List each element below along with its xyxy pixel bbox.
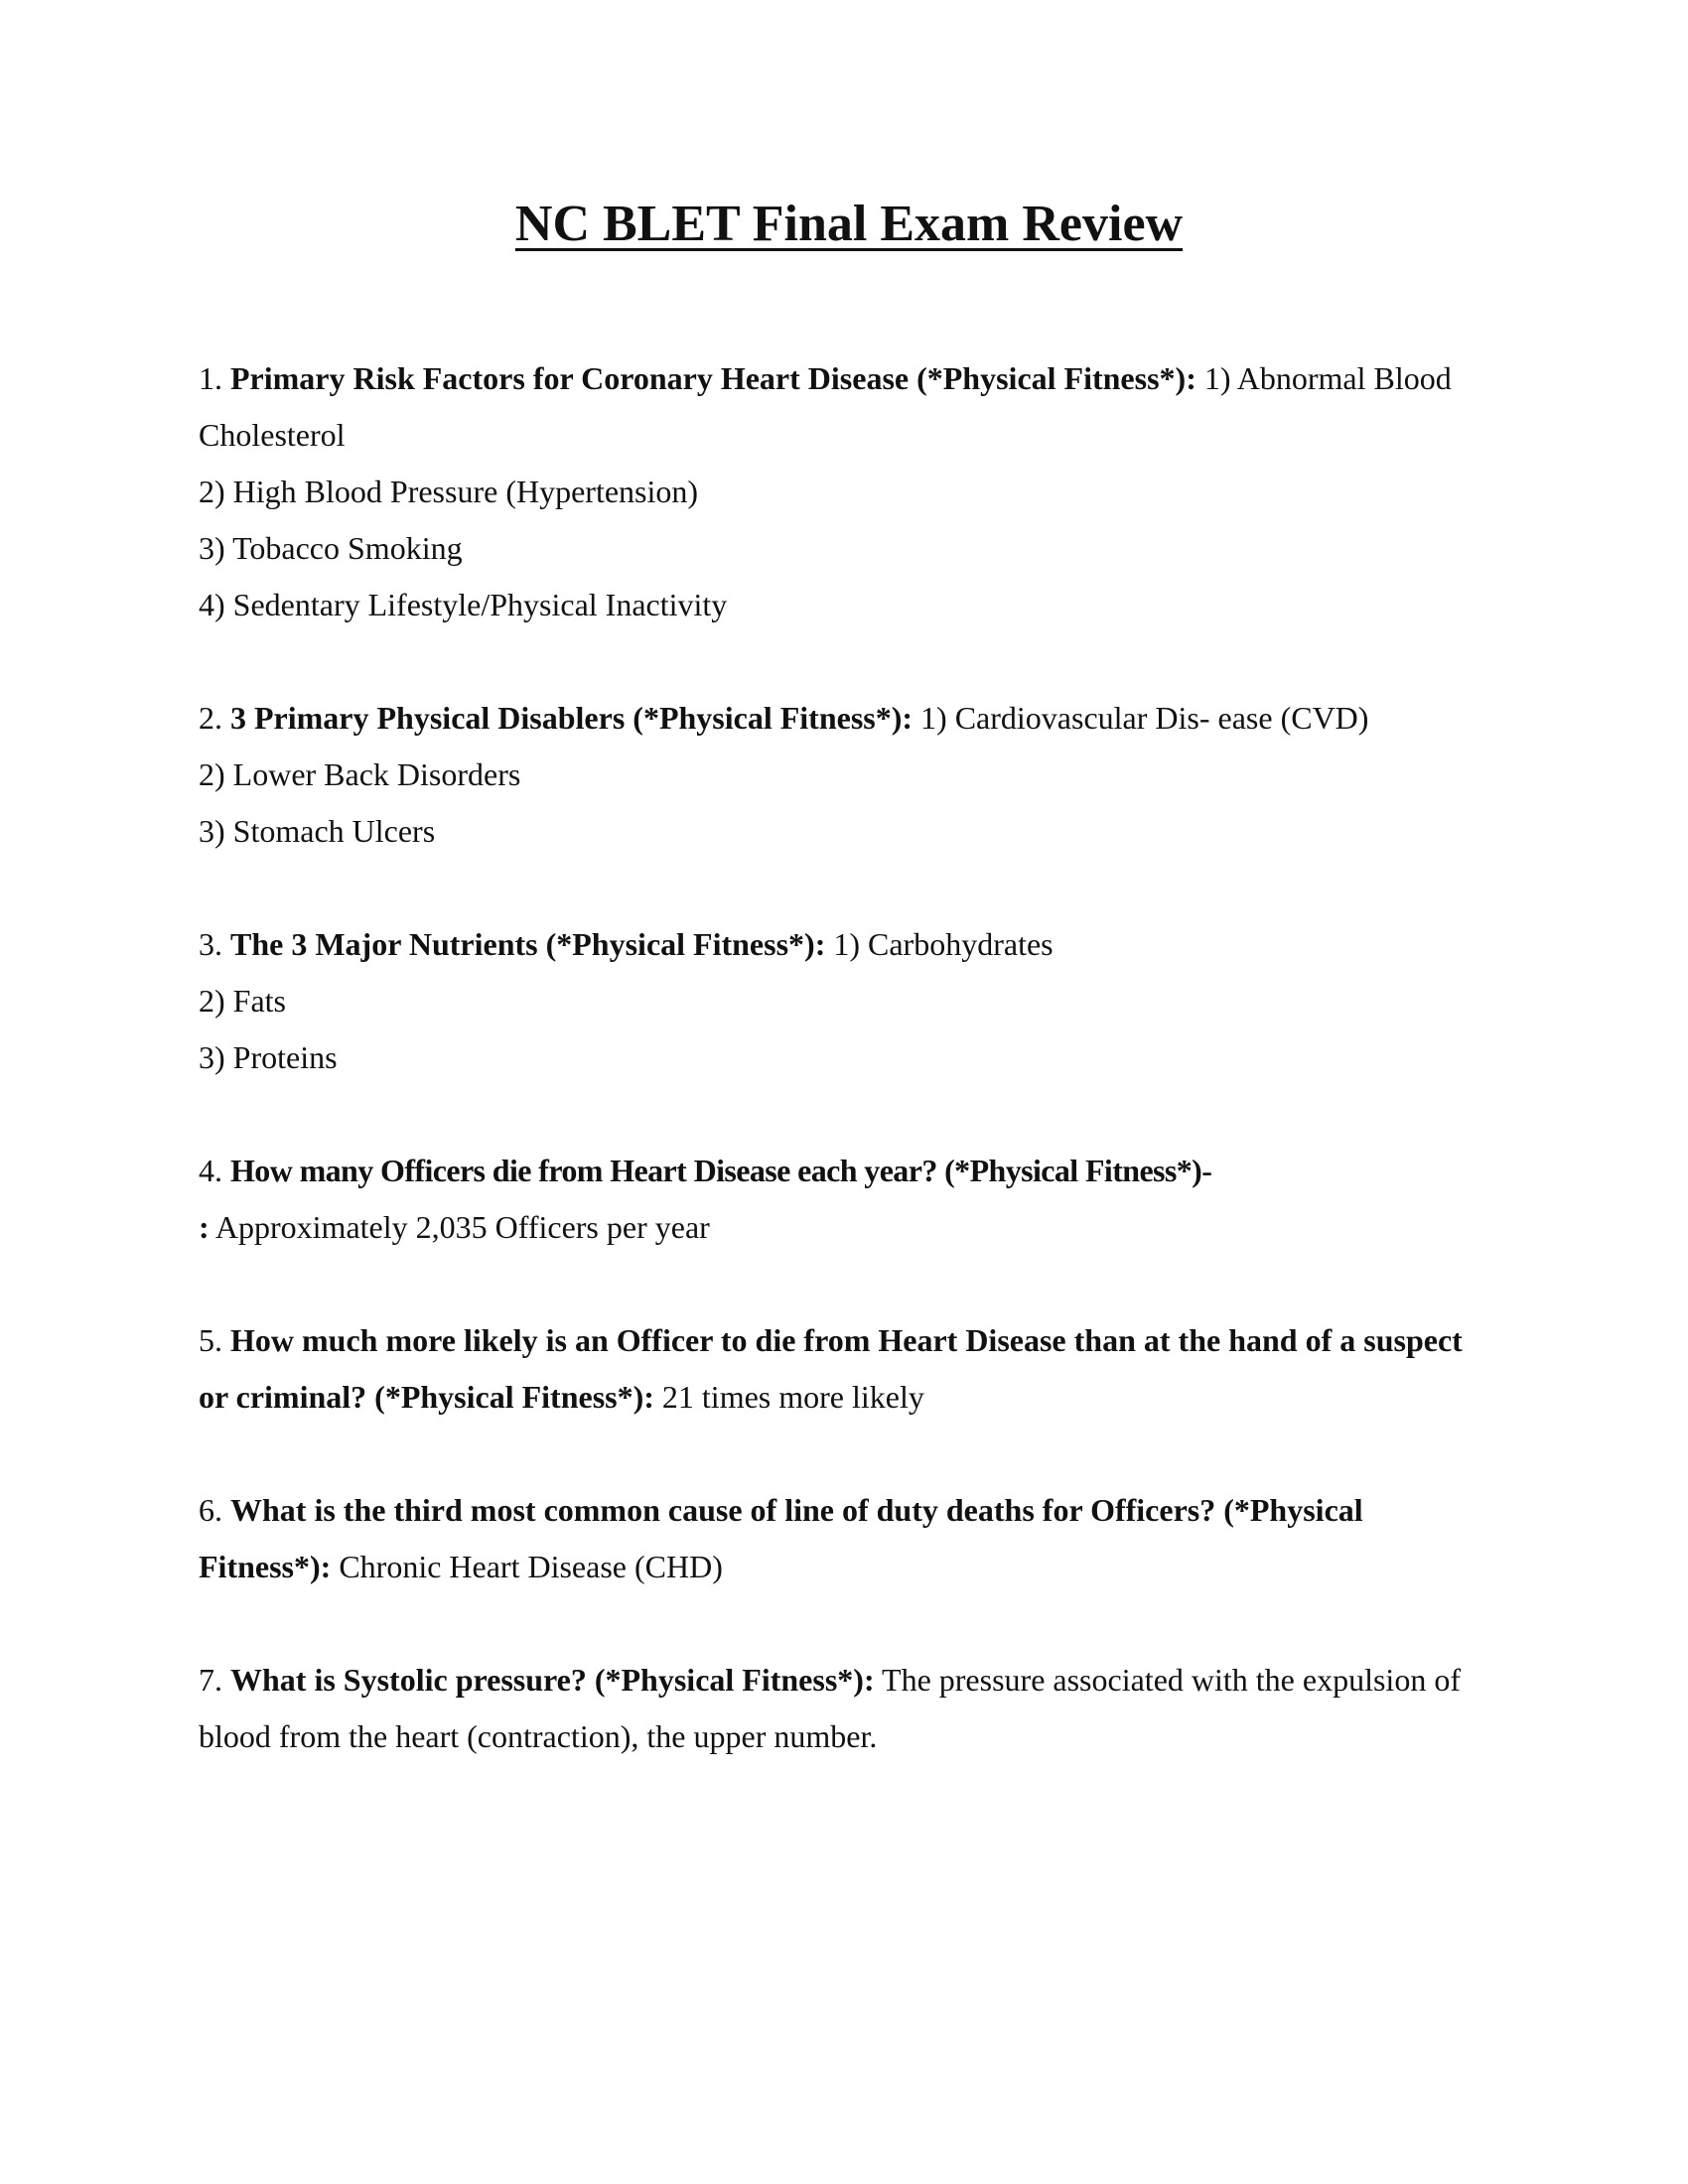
question-paragraph — [199, 1652, 1499, 1765]
item-number: 7. — [199, 1662, 222, 1699]
answer-text: The pressure associated with the expulsion of blood from the heart (contraction), the upper number. — [199, 1662, 1461, 1755]
question-text: How much more likely is an Officer to die from Heart Disease than at the hand of a suspect or criminal? (*Physical Fitness*): — [199, 1322, 1463, 1416]
answer-text: 1) Carbohydrates — [833, 926, 1054, 963]
review-item-3 — [199, 916, 1499, 1086]
document-page — [199, 194, 1499, 1822]
review-item-1 — [199, 350, 1499, 633]
item-number: 1. — [199, 360, 222, 397]
question-text: The 3 Major Nutrients (*Physical Fitness*): — [230, 926, 826, 963]
answer-line: 2) High Blood Pressure (Hypertension) — [199, 474, 699, 510]
answer-line: 4) Sedentary Lifestyle/Physical Inactivity — [199, 587, 728, 623]
answer-prefix: : — [199, 1209, 210, 1246]
answer-line: 3) Tobacco Smoking — [199, 530, 463, 567]
question-text: 3 Primary Physical Disablers (*Physical Fitness*): — [230, 700, 914, 737]
item-number: 6. — [199, 1492, 222, 1529]
answer-line: 2) Lower Back Disorders — [199, 756, 521, 793]
question-paragraph — [199, 1312, 1499, 1426]
answer-text: 1) Abnormal Blood Cholesterol — [199, 360, 1452, 454]
answer-text: 21 times more likely — [661, 1379, 924, 1416]
review-item-7 — [199, 1652, 1499, 1765]
answer-text: Chronic Heart Disease (CHD) — [339, 1549, 723, 1585]
question-paragraph — [199, 350, 1499, 464]
review-item-4 — [199, 1143, 1499, 1256]
question-text: How many Officers die from Heart Disease each year? (*Physical Fitness*)- — [230, 1153, 1212, 1189]
page-title: NC BLET Final Exam Review — [514, 196, 1184, 252]
item-number: 5. — [199, 1322, 222, 1359]
answer-line: 3) Stomach Ulcers — [199, 813, 436, 850]
question-text: What is the third most common cause of line of duty deaths for Officers? (*Physical Fitness*): — [199, 1492, 1363, 1585]
answer-line: 3) Proteins — [199, 1039, 338, 1076]
question-paragraph — [199, 916, 1499, 973]
question-text: Primary Risk Factors for Coronary Heart Disease (*Physical Fitness*): — [230, 360, 1196, 397]
review-item-2 — [199, 690, 1499, 860]
answer-line: 2) Fats — [199, 983, 286, 1020]
question-paragraph — [199, 1482, 1499, 1595]
answer-text: Approximately 2,035 Officers per year — [214, 1209, 710, 1246]
item-number: 3. — [199, 926, 222, 963]
question-paragraph — [199, 690, 1499, 747]
question-paragraph — [199, 1143, 1499, 1199]
item-number: 4. — [199, 1153, 222, 1189]
question-text: What is Systolic pressure? (*Physical Fitness*): — [230, 1662, 875, 1699]
answer-line — [199, 1199, 1499, 1256]
answer-text: 1) Cardiovascular Dis- ease (CVD) — [920, 700, 1369, 737]
item-number: 2. — [199, 700, 222, 737]
review-item-6 — [199, 1482, 1499, 1595]
review-item-5 — [199, 1312, 1499, 1426]
